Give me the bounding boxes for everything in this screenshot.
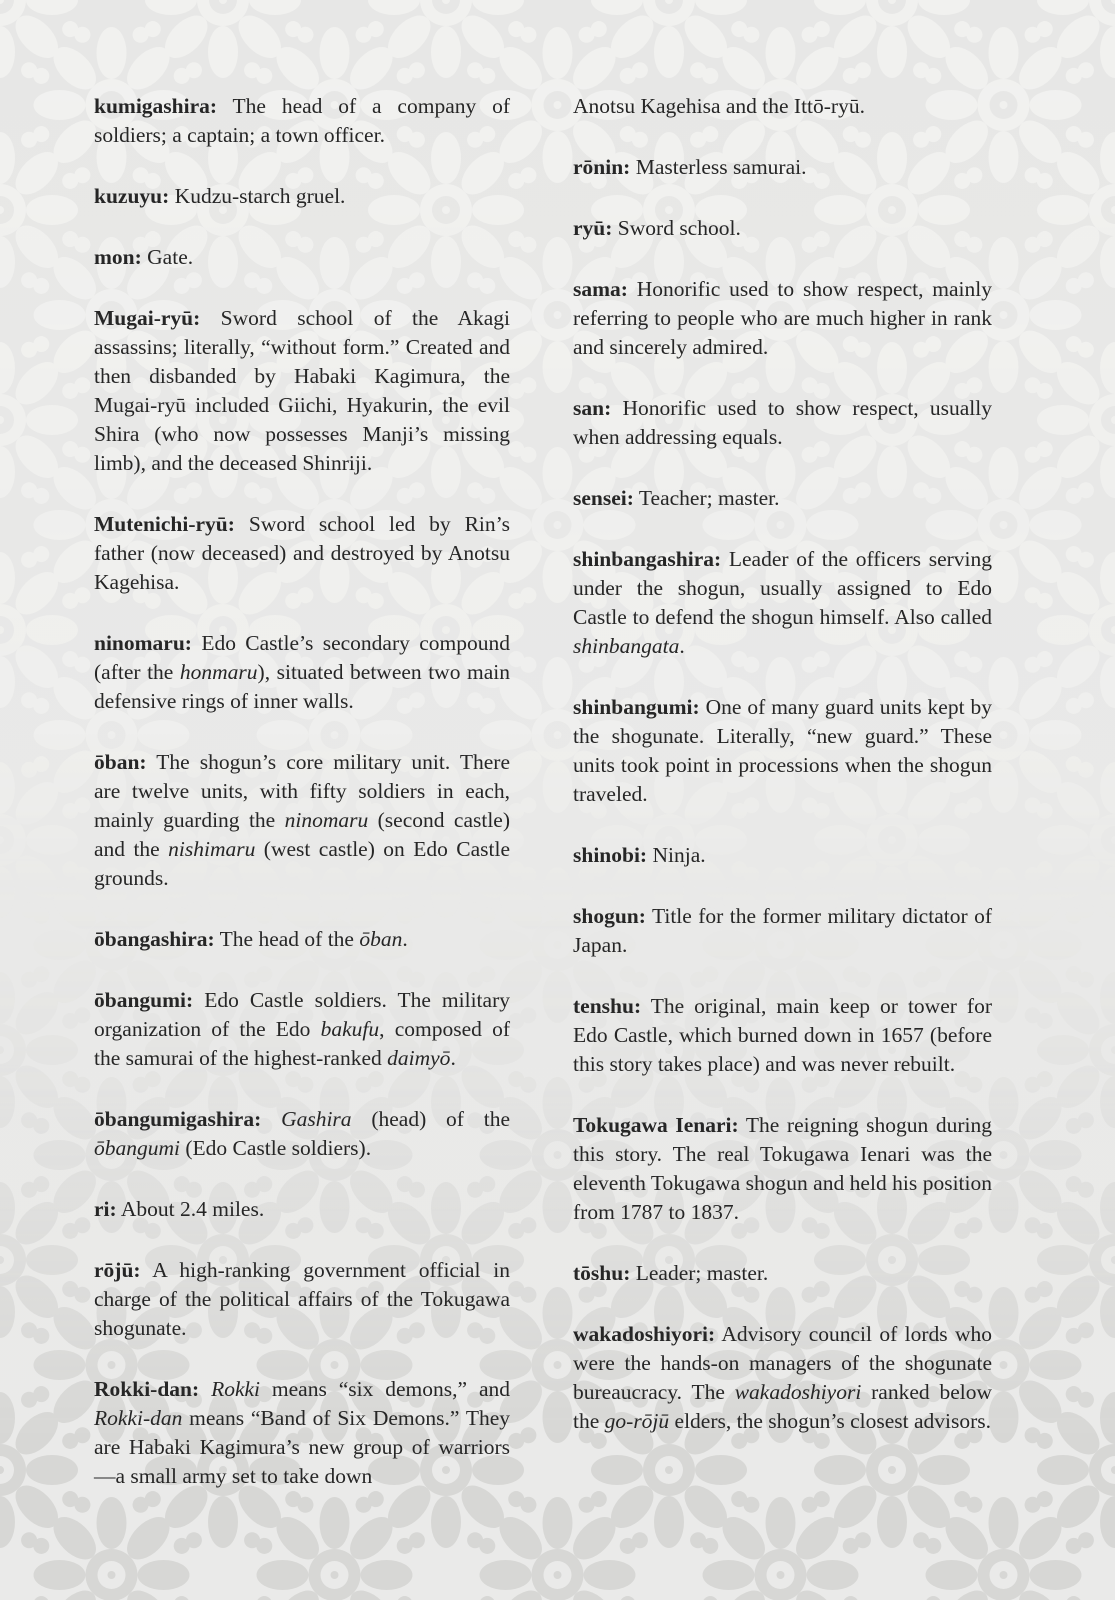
definition-text: One of many guard units kept by the shogunate. Literally, “new guard.” These units took point in processions when the shogun traveled. [573,695,992,806]
glossary-term: sensei: [573,486,634,510]
definition-italic-term: ninomaru [284,808,369,832]
definition-text: ranked below the [573,1380,992,1433]
glossary-term: ninomaru: [94,631,192,655]
glossary-entry [94,1195,510,1224]
glossary-entry [573,693,992,809]
definition-text: About 2.4 miles. [116,1197,265,1221]
glossary-column-right [573,92,992,1436]
glossary-term: ōbangumigashira: [94,1107,262,1131]
glossary-entry [94,182,510,211]
definition-text: A high-ranking government official in charge of the political affairs of the Tokugawa shogunate. [94,1258,510,1340]
glossary-entry [573,545,992,661]
definition-text: Sword school. [612,216,741,240]
definition-text: Anotsu Kagehisa and the Ittō-ryū. [573,94,865,118]
glossary-entry [573,275,992,362]
glossary-entry [573,1111,992,1227]
glossary-entry [573,153,992,182]
glossary-term: Tokugawa Ienari: [573,1113,739,1137]
definition-text [199,1377,211,1401]
glossary-entry [94,1256,510,1343]
definition-text: (second castle) and the [94,808,510,861]
glossary-term: kuzuyu: [94,184,170,208]
definition-text: (head) of the [351,1107,510,1131]
definition-text: The original, main keep or tower for Edo Castle, which burned down in 1657 (before this story takes place) and was never rebuilt. [573,994,992,1076]
glossary-term: rōnin: [573,155,631,179]
glossary-entry [573,902,992,960]
definition-text: . [402,927,408,951]
definition-italic-term: honmaru [179,660,258,684]
definition-text: The head of the [214,927,360,951]
definition-text: Leader of the officers serving under the shogun, usually assigned to Edo Castle to defend the shogun himself. Also called [573,547,992,629]
glossary-entry [94,1375,510,1491]
glossary-term: ōban: [94,750,147,774]
glossary-term: shinbangumi: [573,695,700,719]
glossary-term: mon: [94,245,142,269]
definition-text: (Edo Castle soldiers). [180,1136,372,1160]
definition-text: Edo Castle soldiers. The military organization of the Edo [94,988,510,1041]
definition-italic-term: daimyō [387,1046,451,1070]
definition-text: Gate. [141,245,194,269]
glossary-entry [573,841,992,870]
glossary-entry [573,394,992,452]
definition-text: Sword school of the Akagi assassins; literally, “without form.” Created and then disbanded by Habaki Kagimura, the Mugai-ryū included Giichi, Hyakurin, the evil Shira (who now possesses Manji’s missing limb), and the deceased Shinriji. [94,306,510,475]
definition-text: The shogun’s core military unit. There are twelve units, with fifty soldiers in each, mainly guarding the [94,750,510,832]
definition-text: The head of a company of soldiers; a captain; a town officer. [94,94,510,147]
definition-text: Advisory council of lords who were the hands-on managers of the shogunate bureaucracy. The [573,1322,992,1404]
glossary-entry [94,92,510,150]
definition-italic-term: wakadoshiyori [734,1380,862,1404]
glossary-entry [94,1105,510,1163]
glossary-term: san: [573,396,612,420]
definition-text: . [450,1046,456,1070]
definition-text: Edo Castle’s secondary compound (after the [94,631,510,684]
glossary-column-left [94,92,510,1491]
glossary-term: tenshu: [573,994,642,1018]
definition-text: ), situated between two main defensive rings of inner walls. [94,660,510,713]
glossary-term: ōbangumi: [94,988,194,1012]
glossary-entry [94,986,510,1073]
definition-text: The reigning shogun during this story. The real Tokugawa Ienari was the eleventh Tokugawa shogun and held his position from 1787 to 1837. [573,1113,993,1224]
glossary-term: Mutenichi-ryū: [94,512,235,536]
glossary-entry [573,214,992,243]
definition-text: . [679,634,685,658]
glossary-term: Rokki-dan: [94,1377,200,1401]
glossary-entry [573,484,992,513]
definition-text: Ninja. [647,843,706,867]
definition-text: means “Band of Six Demons.” They are Habaki Kagimura’s new group of warriors—a small army set to take down [94,1406,510,1488]
definition-text: Kudzu-starch gruel. [169,184,346,208]
definition-text [261,1107,281,1131]
glossary-term: shogun: [573,904,646,928]
glossary-entry [94,304,510,478]
definition-italic-term: nishimaru [168,837,256,861]
glossary-entry [573,1320,992,1436]
definition-text: Honorific used to show respect, usually when addressing equals. [573,396,992,449]
definition-text: Leader; master. [630,1261,769,1285]
definition-italic-term: go-rōjū [604,1409,670,1433]
glossary-entry [573,92,992,121]
definition-italic-term: Gashira [281,1107,352,1131]
glossary-term: rōjū: [94,1258,141,1282]
glossary-entry [94,748,510,893]
glossary-entry [94,629,510,716]
glossary-term: shinbangashira: [573,547,722,571]
glossary-term: shinobi: [573,843,648,867]
glossary-term: wakadoshiyori: [573,1322,716,1346]
glossary-entry [94,510,510,597]
glossary-term: Mugai-ryū: [94,306,201,330]
definition-italic-term: Rokki [211,1377,261,1401]
definition-italic-term: ōbangumi [94,1136,180,1160]
definition-text: Title for the former military dictator of Japan. [573,904,992,957]
glossary-entry [573,1259,992,1288]
glossary-term: tōshu: [573,1261,631,1285]
definition-text: (west castle) on Edo Castle grounds. [94,837,511,890]
glossary-entry [573,992,992,1079]
definition-italic-term: shinbangata [573,634,680,658]
glossary-term: ryū: [573,216,613,240]
glossary-entry [94,925,510,954]
definition-italic-term: ōban [359,927,403,951]
definition-text: means “six demons,” and [260,1377,511,1401]
glossary-term: kumigashira: [94,94,218,118]
definition-text: elders, the shogun’s closest advisors. [669,1409,992,1433]
glossary-term: ōbangashira: [94,927,215,951]
glossary-term: ri: [94,1197,117,1221]
glossary-term: sama: [573,277,628,301]
definition-italic-term: Rokki-dan [94,1406,183,1430]
definition-text: , composed of the samurai of the highest-ranked [94,1017,510,1070]
definition-text: Masterless samurai. [630,155,807,179]
definition-text: Teacher; master. [633,486,780,510]
glossary-entry [94,243,510,272]
definition-text: Sword school led by Rin’s father (now deceased) and destroyed by Anotsu Kagehisa. [94,512,510,594]
definition-italic-term: bakufu [320,1017,380,1041]
definition-text: Honorific used to show respect, mainly referring to people who are much higher in rank and sincerely admired. [573,277,992,359]
